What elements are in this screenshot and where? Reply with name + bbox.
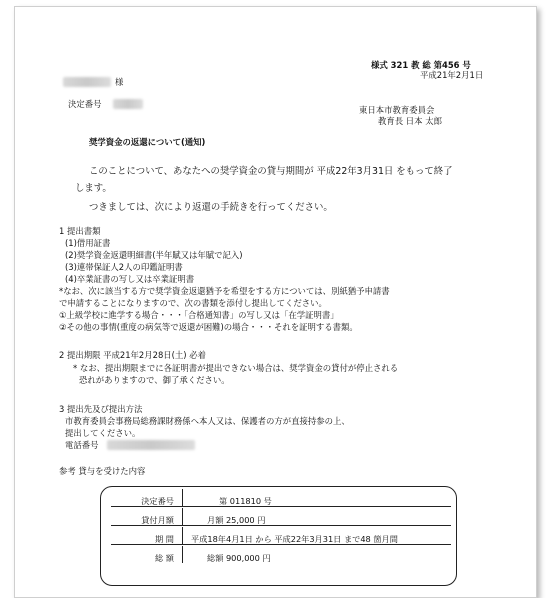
- section2-note-line1: * なお、提出期限までに各証明書が提出できない場合は、奨学資金の貸付が停止される: [73, 363, 399, 373]
- section1-item: (1)借用証書: [65, 238, 111, 248]
- table-row: [111, 508, 451, 526]
- redacted-name: [63, 77, 111, 87]
- table-row: [111, 546, 451, 563]
- section3-heading: 3 提出先及び提出方法: [59, 404, 143, 414]
- redacted-phone-number: [107, 440, 195, 450]
- section1-item: (4)卒業証書の写し又は卒業証明書: [65, 274, 195, 284]
- table-label-cell: 貸付月額: [111, 508, 183, 525]
- document-title: 奨学資金の返還について(通知): [89, 137, 206, 147]
- addressee-suffix: 様: [115, 77, 124, 87]
- decision-number-label: 決定番号: [68, 99, 102, 109]
- redacted-decision-number: [113, 99, 143, 109]
- section1-case2: ②その他の事情(重度の病気等で返還が困難)の場合・・・それを証明する書類。: [59, 322, 358, 332]
- body-paragraph-line1: このことについて、あなたへの奨学資金の貸与期間が 平成22年3月31日 をもって終了: [89, 166, 453, 177]
- body-paragraph-line2: します。: [75, 183, 112, 194]
- section3-line2: 提出してください。: [65, 428, 141, 438]
- form-number: 様式 321 教 総 第456 号: [371, 60, 471, 70]
- table-value-cell: 平成18年4月1日 から 平成22年3月31日 まで48 箇月間: [191, 534, 398, 544]
- section3-line1: 市教育委員会事務局総務課財務係へ本人又は、保護者の方が直接持参の上、: [65, 416, 350, 426]
- document-date: 平成21年2月1日: [420, 70, 484, 80]
- section2-note-line2: 恐れがありますので、御了承ください。: [79, 375, 230, 385]
- loan-details-table: [100, 486, 457, 586]
- body-paragraph-2: つきましては、次により返還の手続きを行ってください。: [89, 202, 333, 213]
- table-value-cell: 総額 900,000 円: [207, 553, 271, 563]
- reference-heading: 参考 貸与を受けた内容: [59, 466, 146, 476]
- issuer-person: 教育長 日本 太郎: [378, 116, 442, 126]
- section1-item: (3)連帯保証人2人の印鑑証明書: [65, 262, 183, 272]
- section1-heading: 1 提出書類: [59, 226, 101, 236]
- section1-note-line2: で申請することになりますので、次の書類を添付し提出してください。: [59, 298, 327, 308]
- table-value-cell: 月額 25,000 円: [207, 515, 266, 525]
- phone-number-label: 電話番号: [65, 440, 99, 450]
- table-label-cell: 期 間: [111, 527, 183, 544]
- section2-heading: 2 提出期限 平成21年2月28日(土) 必着: [59, 350, 206, 360]
- document-page: [14, 6, 537, 598]
- section1-case1: ①上級学校に進学する場合・・・「合格通知書」の写し又は「在学証明書」: [59, 310, 339, 320]
- section1-note-line1: *なお、次に該当する方で奨学資金返還猶予を希望をする方については、別紙猶予申請書: [59, 286, 390, 296]
- section1-item: (2)奨学資金返還明細書(半年賦又は年賦で記入): [65, 250, 243, 260]
- table-label-cell: 決定番号: [111, 489, 183, 506]
- table-label-cell: 総 額: [111, 546, 183, 563]
- table-row: [111, 489, 451, 507]
- issuer-organization: 東日本市教育委員会: [359, 105, 435, 115]
- table-row: [111, 527, 451, 545]
- table-value-cell: 第 011810 号: [219, 496, 272, 506]
